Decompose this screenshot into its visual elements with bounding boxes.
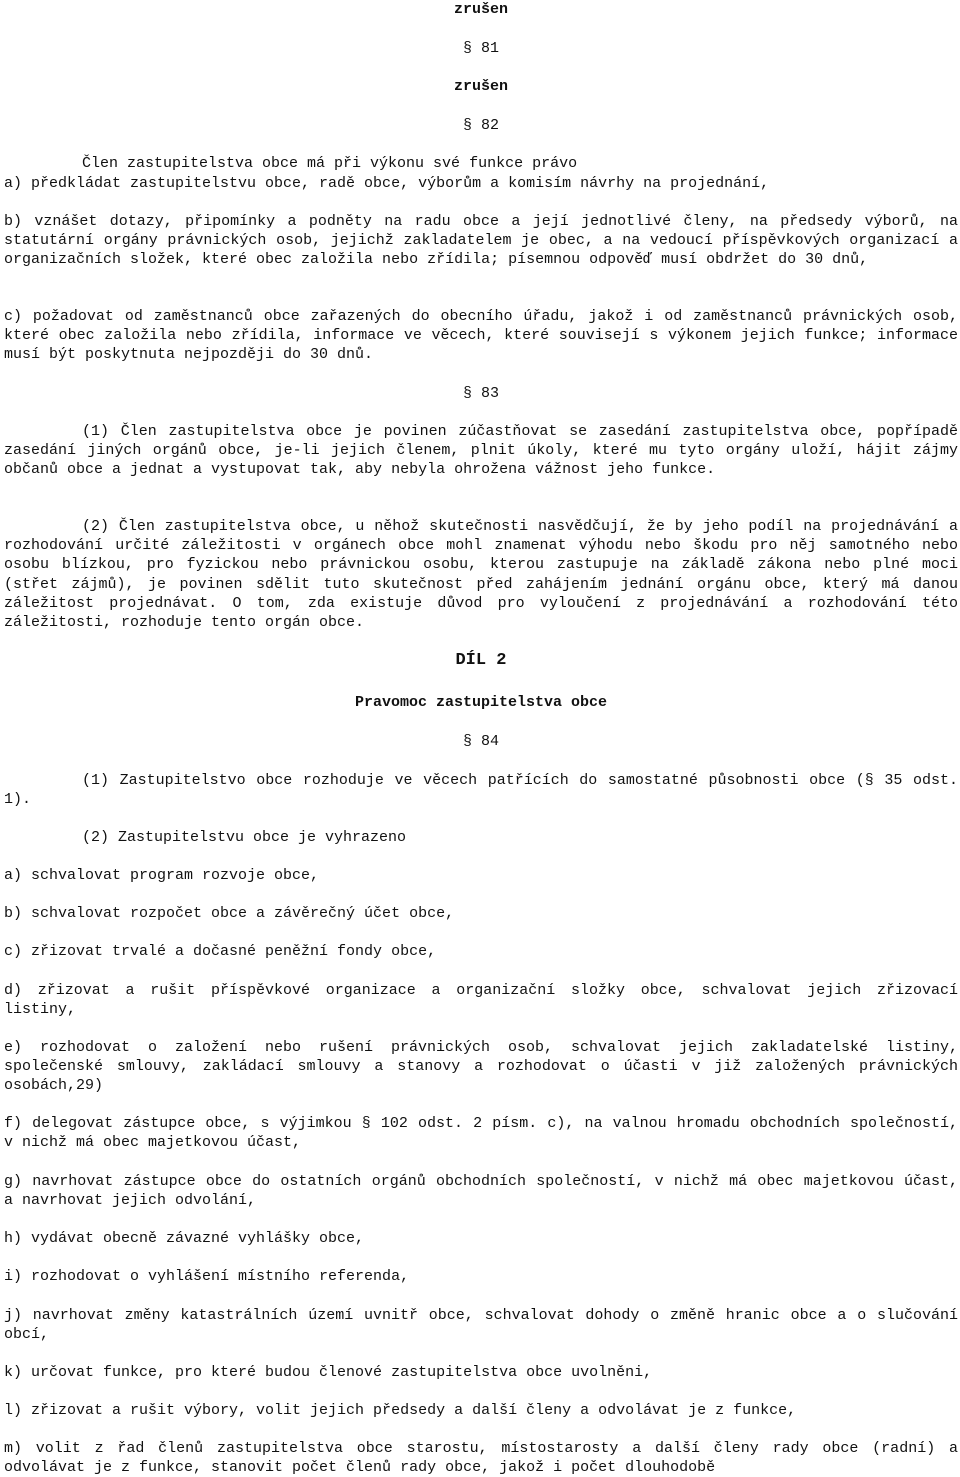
list-item: h) vydávat obecně závazné vyhlášky obce, (4, 1230, 365, 1247)
list-item: a) schvalovat program rozvoje obce, (4, 867, 320, 884)
section-81-heading: § 81 (462, 40, 499, 57)
list-item: g) navrhovat zástupce obce do ostatních orgánů obchodních společností, v nichž má obec majetkovou účast, a navrhovat jejich odvolání, (4, 1173, 958, 1210)
repealed-heading: zrušen (453, 1, 508, 18)
section-83-heading: § 83 (462, 385, 499, 402)
paragraph: Člen zastupitelstva obce má při výkonu své funkce právo (82, 155, 578, 172)
list-item: k) určovat funkce, pro které budou členové zastupitelstva obce uvolněni, (4, 1364, 653, 1381)
list-item: l) zřizovat a rušit výbory, volit jejich předsedy a další členy a odvolávat je z funkce, (4, 1402, 797, 1419)
list-item: a) předkládat zastupitelstvu obce, radě obce, výborům a komisím návrhy na projednání, (4, 175, 770, 192)
list-item: e) rozhodovat o založení nebo rušení právnických osob, schvalovat jejich zakladatelské listiny, společenské smlouvy, zakládací smlouvy a stanovy a rozhodovat o účasti v již založených právnických osobách,29) (4, 1039, 958, 1095)
list-item: d) zřizovat a rušit příspěvkové organizace a organizační složky obce, schvalovat jejich zřizovací listiny, (4, 982, 958, 1019)
paragraph: (2) Člen zastupitelstva obce, u něhož skutečnosti nasvědčují, že by jeho podíl na projednávání a rozhodování určité záležitosti v orgánech obce mohl znamenat výhodu nebo škodu pro něj samotného nebo osobu blízkou, pro fyzickou nebo právnickou osobu, kterou zastupuje na základě zákona nebo plné moci (střet zájmů), je povinen sdělit tuto skutečnost před zahájením jednání orgánu obce, který má danou záležitost projednávat. O tom, zda existuje důvod pro vyloučení z projednávání a rozhodování této záležitosti, rozhoduje tento orgán obce. (4, 518, 958, 632)
list-item: f) delegovat zástupce obce, s výjimkou § 102 odst. 2 písm. c), na valnou hromadu obchodních společností, v nichž má obec majetkovou účast, (4, 1115, 958, 1152)
paragraph: (1) Člen zastupitelstva obce je povinen zúčastňovat se zasedání zastupitelstva obce, popřípadě zasedání jiných orgánů obce, je-li jejich členem, plnit úkoly, které mu tyto orgány uloží, hájit zájmy občanů obce a jednat a vystupovat tak, aby nebyla ohrožena vážnost jeho funkce. (4, 423, 958, 479)
repealed-heading: zrušen (453, 78, 508, 95)
list-item: i) rozhodovat o vyhlášení místního referenda, (4, 1268, 410, 1285)
paragraph: (2) Zastupitelstvu obce je vyhrazeno (82, 829, 407, 846)
list-item: c) požadovat od zaměstnanců obce zařazených do obecního úřadu, jakož i od zaměstnanců právnických osob, které obec založila nebo zřídila, informace ve věcech, které souvisejí s výkonem jejich funkce; informace musí být poskytnuta nejpozději do 30 dnů. (4, 308, 958, 364)
list-item: b) vznášet dotazy, připomínky a podněty na radu obce a její jednotlivé členy, na předsedy výborů, na statutární orgány právnických osob, jejichž zakladatelem je obec, a na vedoucí příspěvkových organizací a organizačních složek, které obec založila nebo zřídila; písemnou odpověď musí obdržet do 30 dnů, (4, 213, 958, 269)
list-item: b) schvalovat rozpočet obce a závěrečný účet obce, (4, 905, 455, 922)
section-84-heading: § 84 (462, 733, 499, 750)
section-82-heading: § 82 (462, 117, 499, 134)
list-item: j) navrhovat změny katastrálních území uvnitř obce, schvalovat dohody o změně hranic obce a o slučování obcí, (4, 1307, 958, 1344)
list-item: m) volit z řad členů zastupitelstva obce starostu, místostarosty a další členy rady obce (radní) a odvolávat je z funkce, stanovit počet členů rady obce, jakož i počet dlouhodobě (4, 1440, 958, 1477)
part-title: DÍL 2 (455, 651, 507, 670)
paragraph: (1) Zastupitelstvo obce rozhoduje ve věcech patřících do samostatné působnosti obce (§ 35 odst. 1). (4, 772, 958, 809)
part-subtitle: Pravomoc zastupitelstva obce (354, 694, 608, 711)
list-item: c) zřizovat trvalé a dočasné peněžní fondy obce, (4, 943, 437, 960)
